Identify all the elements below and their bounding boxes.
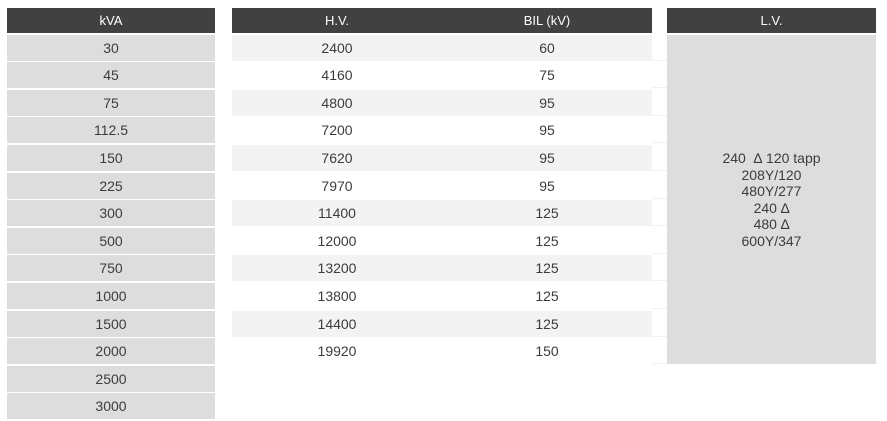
table-row [232, 200, 652, 226]
kva-cell: 112.5 [7, 117, 215, 143]
bil-cell: 125 [535, 232, 559, 249]
bil-cell: 125 [535, 315, 559, 332]
divider-cell [652, 311, 667, 337]
kva-cell: 2000 [7, 338, 215, 364]
divider-cell [652, 90, 667, 116]
kva-cell: 750 [7, 255, 215, 281]
lv-line: 600Y/347 [741, 232, 802, 249]
table-row [232, 35, 652, 61]
hv-cell: 7200 [321, 122, 353, 139]
divider-cell [652, 35, 667, 61]
hv-cell: 19920 [317, 343, 357, 360]
kva-cell: 2500 [7, 366, 215, 392]
kva-cell: 150 [7, 145, 215, 171]
table-row [232, 311, 652, 337]
column-divider [652, 8, 667, 364]
lv-line: 208Y/120 [741, 166, 802, 183]
divider-cell [652, 62, 667, 88]
hv-bil-table [232, 8, 652, 364]
hv-header: H.V. [324, 13, 350, 28]
bil-cell: 75 [539, 67, 555, 84]
hv-cell: 4800 [321, 94, 353, 111]
hv-cell: 7970 [321, 177, 353, 194]
divider-header [652, 8, 667, 33]
hv-cell: 4160 [321, 67, 353, 84]
kva-cell: 300 [7, 200, 215, 226]
table-row [232, 338, 652, 364]
kva-cell: 1500 [7, 311, 215, 337]
bil-cell: 95 [539, 122, 555, 139]
bil-cell: 150 [535, 343, 559, 360]
divider-cell [652, 145, 667, 171]
lv-line: 240 ∆ 120 tapp [722, 150, 821, 166]
hv-bil-header [232, 8, 652, 33]
table-row [232, 228, 652, 254]
kva-cell: 75 [7, 90, 215, 116]
lv-table [667, 8, 876, 364]
bil-cell: 95 [539, 94, 555, 111]
bil-header: BIL (kV) [523, 13, 571, 28]
kva-cell: 45 [7, 62, 215, 88]
hv-cell: 12000 [317, 232, 357, 249]
kva-header: kVA [7, 8, 215, 33]
kva-cell: 225 [7, 173, 215, 199]
divider-cell [652, 283, 667, 309]
bil-cell: 95 [539, 149, 555, 166]
kva-cell: 1000 [7, 283, 215, 309]
hv-cell: 13800 [317, 287, 357, 304]
kva-table [7, 8, 215, 419]
kva-cell: 3000 [7, 393, 215, 419]
lv-line: 480Y/277 [741, 183, 802, 199]
bil-cell: 60 [539, 39, 555, 56]
divider-cell [652, 338, 667, 364]
divider-cell [652, 255, 667, 281]
hv-cell: 2400 [321, 39, 353, 56]
table-row [232, 62, 652, 88]
hv-cell: 7620 [321, 149, 353, 166]
divider-cell [652, 200, 667, 226]
lv-line: 480 ∆ [753, 216, 790, 232]
table-row [232, 173, 652, 199]
hv-cell: 11400 [318, 205, 356, 222]
bil-cell: 95 [539, 177, 555, 194]
bil-cell: 125 [535, 205, 559, 222]
table-row [232, 117, 652, 143]
lv-line: 240 ∆ [753, 199, 790, 216]
lv-values [667, 35, 876, 364]
divider-cell [652, 228, 667, 254]
table-row [232, 283, 652, 309]
hv-cell: 13200 [317, 260, 357, 277]
lv-header: L.V. [667, 8, 876, 33]
table-row [232, 255, 652, 281]
bil-cell: 125 [535, 287, 559, 304]
divider-cell [652, 173, 667, 199]
kva-cell: 500 [7, 228, 215, 254]
bil-cell: 125 [535, 260, 559, 277]
kva-cell: 30 [7, 35, 215, 61]
table-row [232, 90, 652, 116]
divider-cell [652, 117, 667, 143]
table-row [232, 145, 652, 171]
hv-cell: 14400 [317, 315, 357, 332]
